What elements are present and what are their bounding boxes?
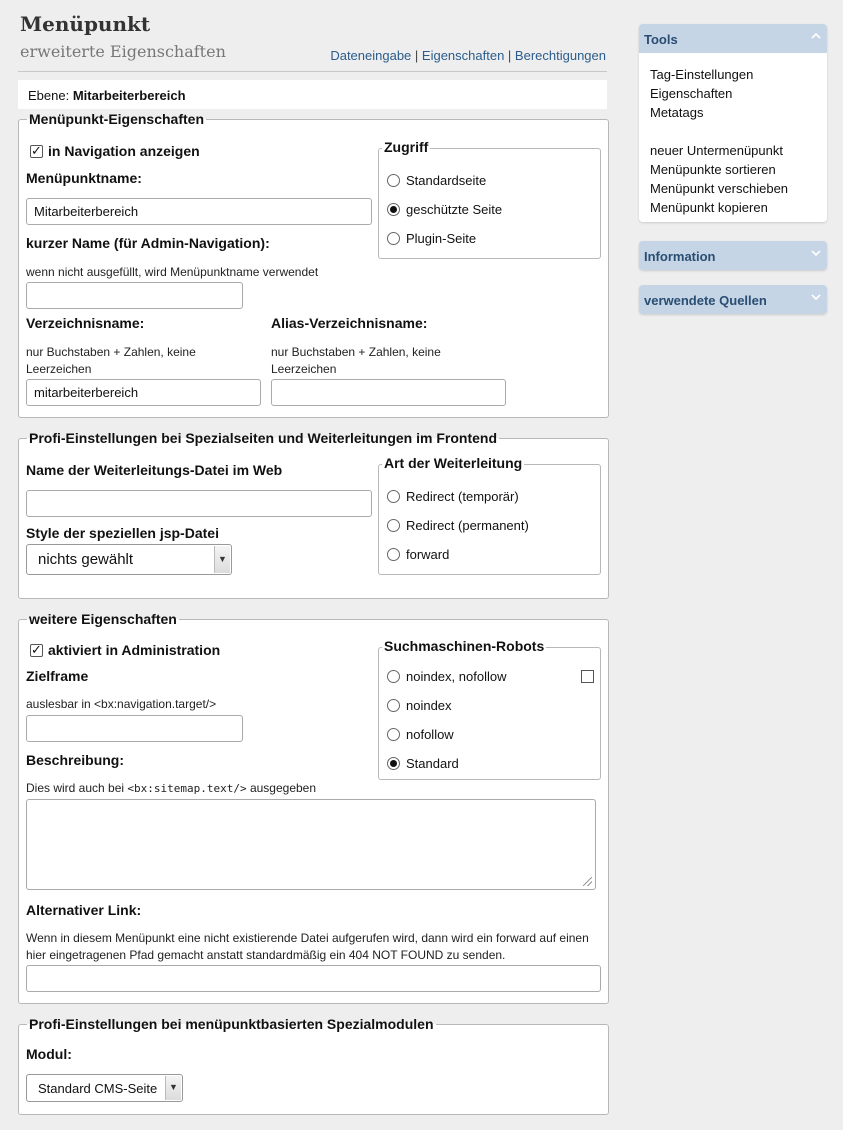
tools-link-tag-settings[interactable]: Tag-Einstellungen	[650, 67, 754, 82]
chevron-down-icon[interactable]	[811, 248, 821, 258]
robots-checkbox[interactable]	[581, 670, 594, 683]
description-hint-code: <bx:sitemap.text/>	[127, 782, 247, 795]
active-admin-row[interactable]	[30, 642, 220, 658]
tools-panel	[639, 24, 827, 222]
robots-option-nofollow[interactable]	[387, 727, 454, 742]
radio-noindex[interactable]	[387, 699, 400, 712]
target-label: Zielframe	[26, 668, 89, 684]
radio-standardseite[interactable]	[387, 174, 400, 187]
props-legend: Menüpunkt-Eigenschaften	[29, 111, 205, 127]
radio-label: noindex, nofollow	[406, 669, 507, 684]
profi-fieldset	[18, 430, 609, 599]
access-option-standard[interactable]	[387, 173, 486, 188]
radio-label: Redirect (temporär)	[406, 489, 519, 504]
alias-label: Alias-Verzeichnisname:	[271, 315, 428, 331]
link-dateneingabe[interactable]: Dateneingabe	[330, 48, 412, 63]
link-separator: |	[504, 48, 515, 63]
sources-panel-header[interactable]	[639, 285, 827, 314]
resize-grip-icon[interactable]	[583, 877, 592, 886]
chevron-down-icon[interactable]	[811, 292, 821, 302]
props-fieldset	[18, 111, 609, 418]
style-label: Style der speziellen jsp-Datei	[26, 525, 219, 541]
tools-link-properties[interactable]: Eigenschaften	[650, 86, 733, 101]
module-legend: Profi-Einstellungen bei menüpunktbasierten Spezialmodulen	[29, 1016, 434, 1032]
dir-hint: nur Buchstaben + Zahlen, keine Leerzeichen	[26, 345, 196, 376]
tools-link-copy[interactable]: Menüpunkt kopieren	[650, 200, 768, 215]
alt-link-label: Alternativer Link:	[26, 902, 142, 918]
radio-noindex-nofollow[interactable]	[387, 670, 400, 683]
radio-label: noindex	[406, 698, 452, 713]
radio-label: Plugin-Seite	[406, 231, 477, 246]
header-links	[330, 48, 606, 63]
access-group	[378, 139, 601, 259]
link-eigenschaften[interactable]: Eigenschaften	[421, 48, 505, 63]
name-input[interactable]	[26, 198, 372, 225]
module-label: Modul:	[26, 1046, 72, 1062]
alias-hint: nur Buchstaben + Zahlen, keine Leerzeichen	[271, 345, 441, 376]
redirect-file-label: Name der Weiterleitungs-Datei im Web	[26, 462, 283, 478]
redirect-option-perm[interactable]	[387, 518, 529, 533]
name-label: Menüpunktname:	[26, 170, 142, 186]
tools-panel-body	[639, 53, 827, 222]
link-berechtigungen[interactable]: Berechtigungen	[514, 48, 606, 63]
style-select-value: nichts gewählt	[38, 551, 134, 568]
robots-legend: Suchmaschinen-Robots	[384, 638, 545, 654]
level-bar	[18, 80, 607, 109]
robots-option-noindex-nofollow[interactable]	[387, 669, 506, 684]
redirect-option-temp[interactable]	[387, 489, 519, 504]
style-select[interactable]	[26, 544, 232, 575]
redirect-file-input[interactable]	[26, 490, 372, 517]
radio-label: Redirect (permanent)	[406, 518, 529, 533]
link-separator: |	[411, 48, 422, 63]
tools-link-metatags[interactable]: Metatags	[650, 105, 704, 120]
description-hint-text: Dies wird auch bei	[26, 781, 128, 795]
active-admin-checkbox[interactable]	[30, 644, 43, 657]
sources-panel-title: verwendete Quellen	[644, 293, 767, 308]
information-panel-header[interactable]	[639, 241, 827, 270]
radio-label: geschützte Seite	[406, 202, 503, 217]
level-value: Mitarbeiterbereich	[72, 88, 186, 103]
redirect-type-group	[378, 455, 601, 575]
robots-option-noindex[interactable]	[387, 698, 452, 713]
radio-standard[interactable]	[387, 757, 400, 770]
radio-label: forward	[406, 547, 450, 562]
target-input[interactable]	[26, 715, 243, 742]
alt-link-hint: Wenn in diesem Menüpunkt eine nicht existierende Datei aufgerufen wird, dann wird ein forward auf einen hier eingetragenen Pfad gemacht anstatt standardmäßig ein 404 NOT FOUND zu senden.	[26, 931, 589, 962]
dir-input[interactable]	[26, 379, 261, 406]
chevron-down-icon: ▼	[214, 546, 230, 573]
radio-geschuetzte-seite[interactable]	[387, 203, 400, 216]
radio-plugin-seite[interactable]	[387, 232, 400, 245]
alt-link-input[interactable]	[26, 965, 601, 992]
description-label: Beschreibung:	[26, 752, 125, 768]
robots-group	[378, 638, 601, 780]
radio-redirect-permanent[interactable]	[387, 519, 400, 532]
more-fieldset	[18, 611, 609, 1004]
redirect-option-forward[interactable]	[387, 547, 449, 562]
module-fieldset	[18, 1016, 609, 1115]
target-hint: auslesbar in <bx:navigation.target/>	[26, 697, 217, 711]
access-option-plugin[interactable]	[387, 231, 476, 246]
radio-label: nofollow	[406, 727, 454, 742]
chevron-up-icon[interactable]	[811, 31, 821, 41]
short-name-label: kurzer Name (für Admin-Navigation):	[26, 235, 270, 251]
radio-forward[interactable]	[387, 548, 400, 561]
profi-legend: Profi-Einstellungen bei Spezialseiten und Weiterleitungen im Frontend	[29, 430, 498, 446]
page-subtitle: erweiterte Eigenschaften	[20, 42, 226, 61]
chevron-down-icon: ▼	[165, 1076, 181, 1100]
active-admin-label: aktiviert in Administration	[48, 642, 221, 658]
short-name-hint: wenn nicht ausgefüllt, wird Menüpunktname verwendet	[26, 265, 319, 279]
radio-nofollow[interactable]	[387, 728, 400, 741]
level-label: Ebene:	[28, 88, 70, 103]
radio-label: Standard	[406, 756, 459, 771]
description-hint	[26, 780, 316, 797]
show-in-nav-checkbox[interactable]	[30, 145, 43, 158]
show-in-nav-label: in Navigation anzeigen	[48, 143, 200, 159]
tools-panel-title: Tools	[644, 32, 678, 47]
information-panel-title: Information	[644, 249, 716, 264]
show-in-nav-row[interactable]	[30, 143, 200, 159]
radio-label: Standardseite	[406, 173, 487, 188]
header-divider	[18, 71, 607, 72]
description-textarea[interactable]	[26, 799, 596, 890]
more-legend: weitere Eigenschaften	[29, 611, 177, 627]
alias-input[interactable]	[271, 379, 506, 406]
page-title: Menüpunkt	[20, 12, 151, 36]
access-option-protected[interactable]	[387, 202, 502, 217]
short-name-input[interactable]	[26, 282, 243, 309]
radio-redirect-temporaer[interactable]	[387, 490, 400, 503]
tools-spacer	[650, 122, 827, 141]
information-panel	[639, 241, 827, 270]
module-select-value: Standard CMS-Seite	[38, 1081, 158, 1096]
description-hint-text: ausgegeben	[246, 781, 317, 795]
sources-panel	[639, 285, 827, 314]
module-select[interactable]	[26, 1074, 183, 1102]
tools-link-new-submenu[interactable]: neuer Untermenüpunkt	[650, 143, 783, 158]
redirect-type-legend: Art der Weiterleitung	[384, 455, 523, 471]
access-legend: Zugriff	[384, 139, 429, 155]
dir-label: Verzeichnisname:	[26, 315, 145, 331]
robots-option-standard[interactable]	[387, 756, 459, 771]
tools-link-sort[interactable]: Menüpunkte sortieren	[650, 162, 776, 177]
tools-link-move[interactable]: Menüpunkt verschieben	[650, 181, 789, 196]
tools-panel-header[interactable]	[639, 24, 827, 53]
